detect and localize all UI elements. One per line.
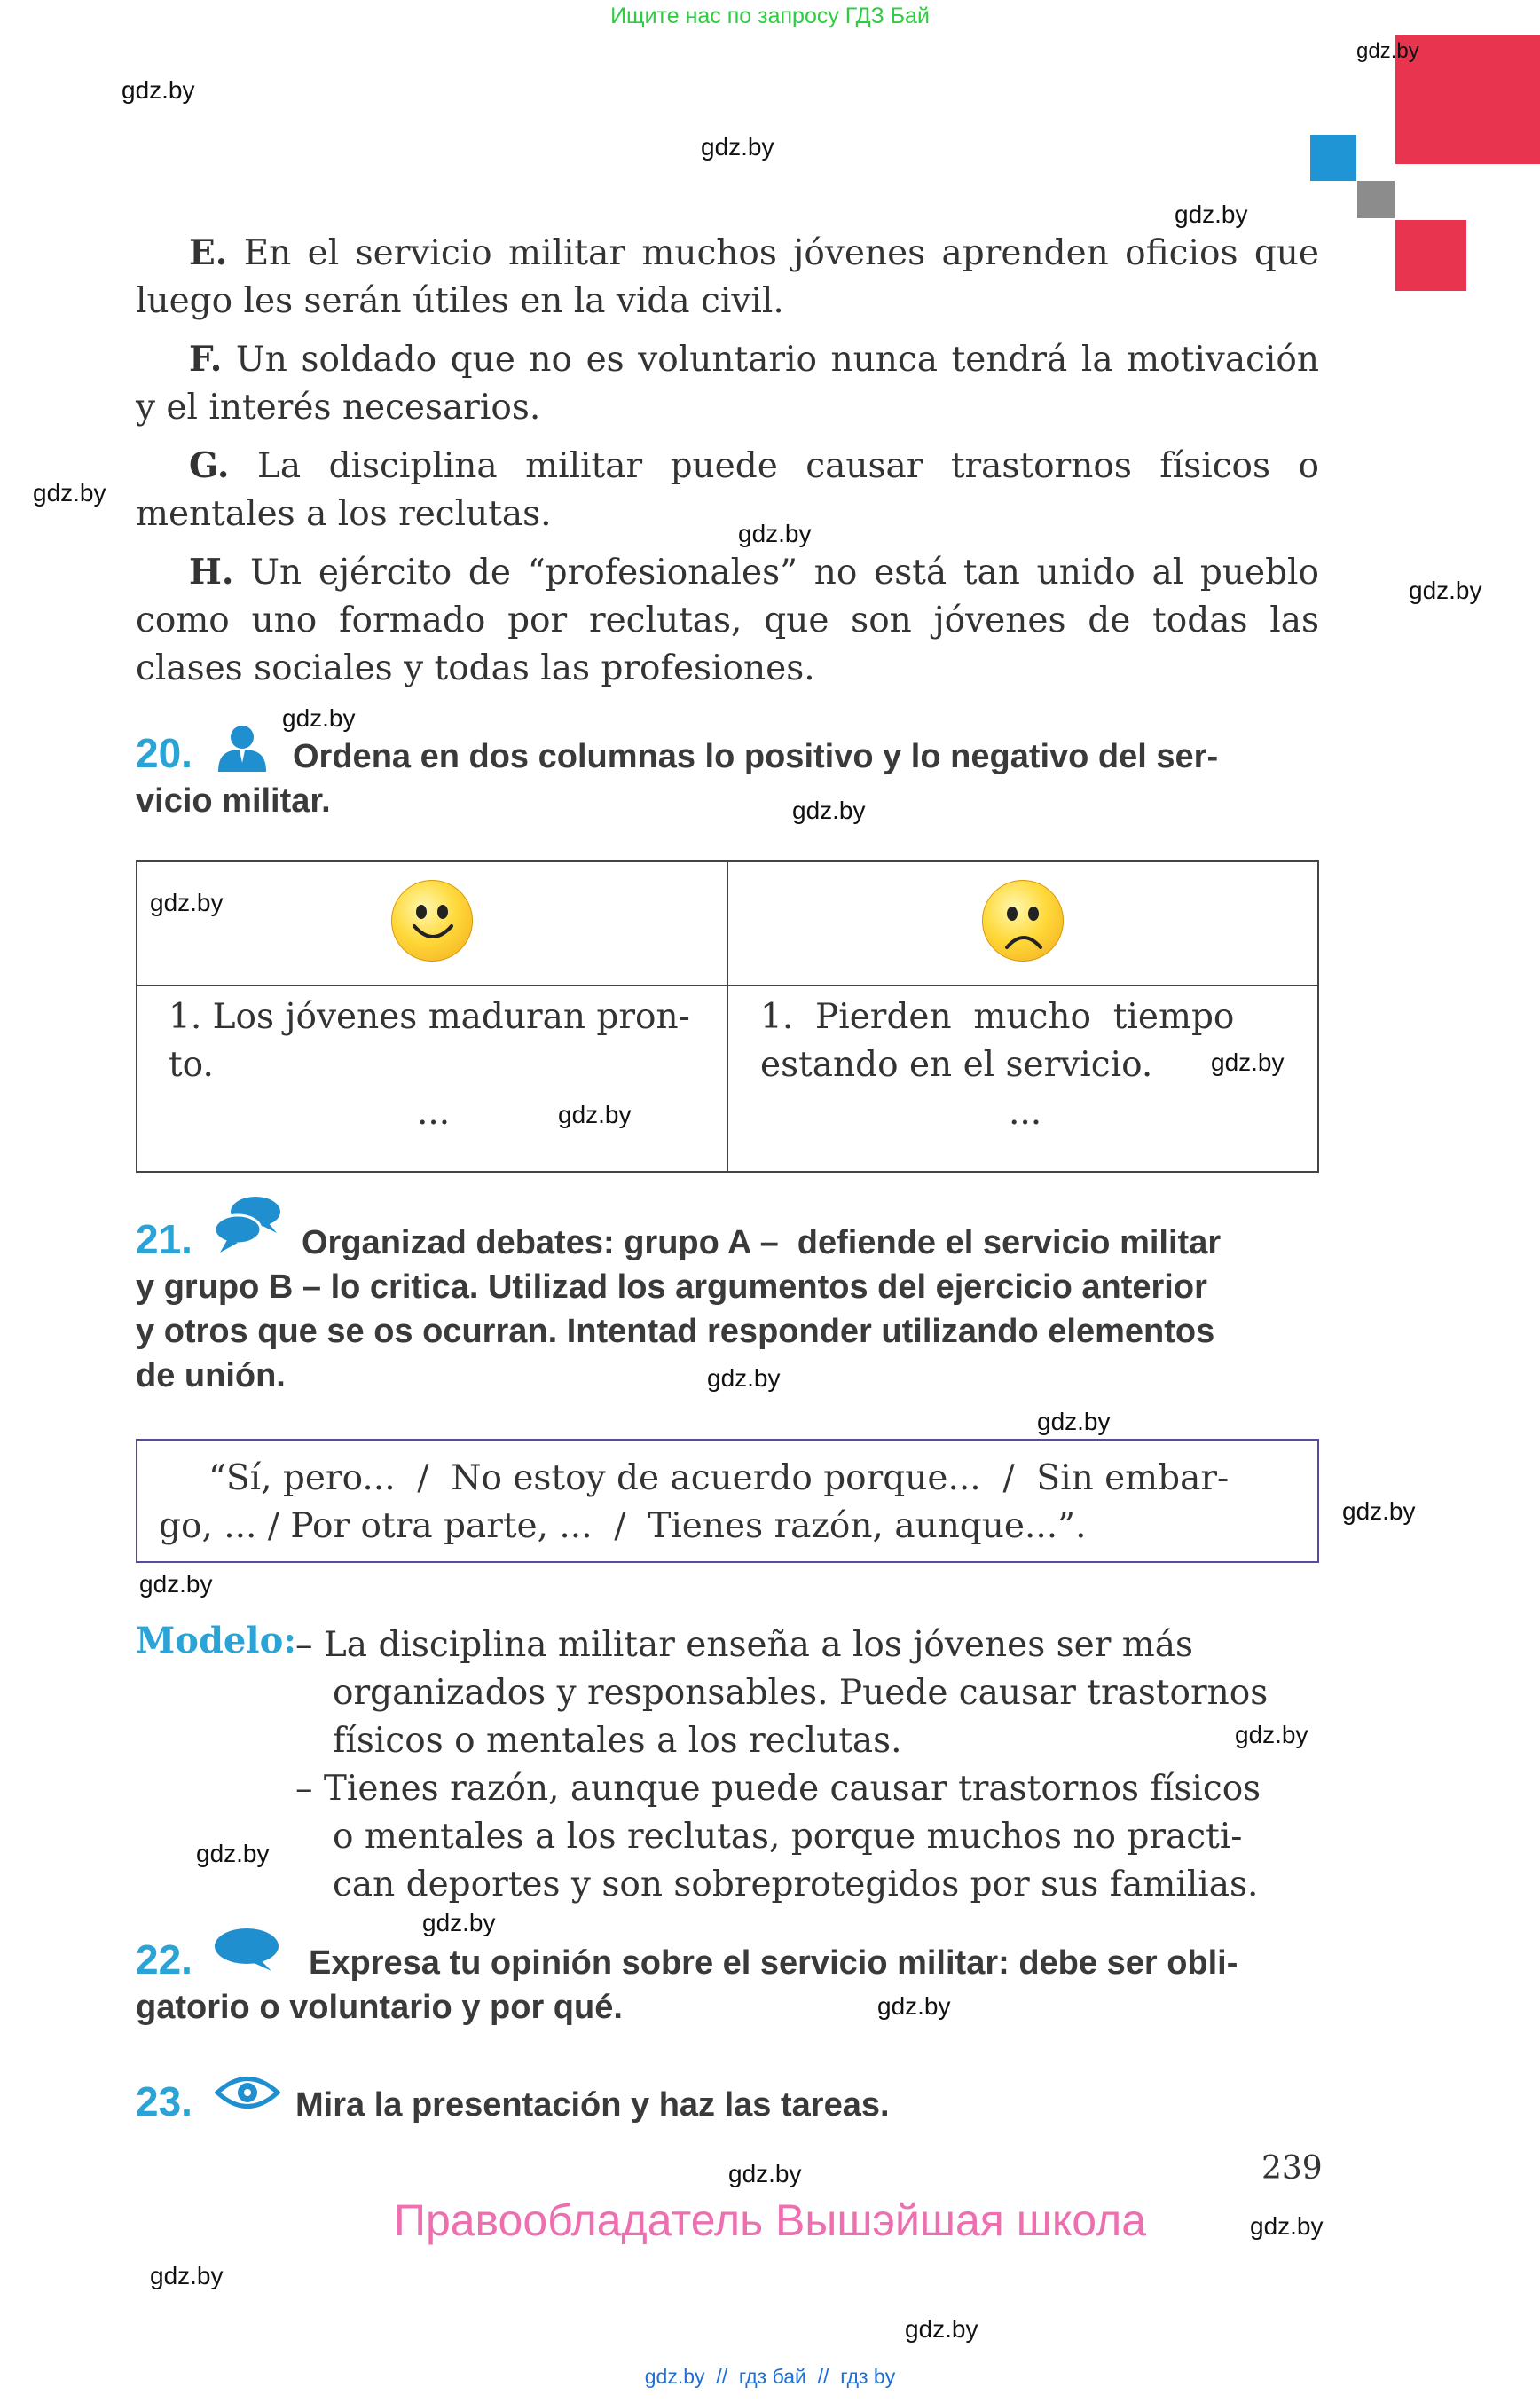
exercise-instruction: Mira la presentación y haz las tareas.: [295, 2086, 890, 2124]
negative-ellipsis: ...: [1009, 1093, 1042, 1133]
bottom-banner: gdz.by // гдз бай // гдз by: [644, 2365, 896, 2388]
statement-letter: H.: [189, 552, 234, 593]
exercise-instruction: y grupo B – lo critica. Utilizad los argumentos del ejercicio anterior: [136, 1268, 1207, 1306]
watermark: gdz.by: [150, 889, 224, 916]
watermark: gdz.by: [1356, 39, 1419, 63]
table-divider-horizontal: [138, 985, 1317, 986]
statement-letter: F.: [189, 339, 223, 380]
statement-text: Un ejército de “profesionales” no está tan unido al pueblo como uno formado por reclutas, que son jóvenes de todas las clases sociales y todas las profesiones.: [136, 553, 1319, 688]
statement-g: [136, 442, 1319, 538]
statement-text: En el servicio militar muchos jóvenes aprenden oficios que luego les serán útiles en la vida civil.: [136, 233, 1319, 321]
exercise-number: 23.: [136, 2078, 192, 2124]
sad-face-icon: [982, 880, 1064, 962]
watermark: gdz.by: [1342, 1497, 1416, 1525]
exercise-instruction: de unión.: [136, 1357, 286, 1394]
decor-red-square-small: [1395, 220, 1466, 291]
exercise-instruction: Expresa tu opinión sobre el servicio militar: debe ser obli-: [309, 1944, 1238, 1982]
top-banner: Ищите нас по запросу ГДЗ Бай: [610, 4, 930, 28]
watermark: gdz.by: [877, 1992, 951, 2020]
exercise-instruction: Organizad debates: grupo A – defiende el servicio militar: [302, 1224, 1222, 1261]
watermark: gdz.by: [728, 2160, 802, 2187]
watermark: gdz.by: [1175, 200, 1248, 228]
watermark: gdz.by: [282, 704, 356, 732]
speech-bubbles-icon: [213, 1194, 284, 1256]
decor-gray-square: [1357, 181, 1395, 218]
exercise-number: 20.: [136, 730, 192, 776]
watermark: gdz.by: [701, 133, 774, 161]
model-line: organizados y responsables. Puede causar trastornos: [333, 1673, 1269, 1713]
person-icon: [215, 724, 270, 772]
exercise-instruction: gatorio o voluntario y por qué.: [136, 1989, 623, 2026]
watermark: gdz.by: [558, 1101, 632, 1128]
watermark: gdz.by: [122, 76, 195, 104]
statement-text: Un soldado que no es voluntario nunca tendrá la motivación y el interés necesarios.: [136, 340, 1319, 428]
speech-bubble-icon: [213, 1927, 280, 1973]
linking-phrases-box: [136, 1439, 1319, 1563]
model-line: o mentales a los reclutas, porque muchos no practi-: [333, 1817, 1243, 1857]
decor-blue-square: [1310, 135, 1356, 181]
model-line: físicos o mentales a los reclutas.: [333, 1721, 902, 1761]
model-label: Modelo:: [136, 1620, 297, 1661]
watermark: gdz.by: [1235, 1721, 1308, 1748]
negative-item: 1. Pierden mucho tiempo: [760, 997, 1235, 1037]
watermark: gdz.by: [905, 2315, 978, 2343]
exercise-number: 21.: [136, 1216, 192, 1262]
model-line: – Tienes razón, aunque puede causar trastornos físicos: [295, 1769, 1261, 1809]
positive-item-cont: to.: [169, 1045, 214, 1085]
statement-e: [136, 229, 1319, 326]
pros-cons-table: [136, 860, 1319, 1173]
negative-item-cont: estando en el servicio.: [760, 1045, 1153, 1085]
watermark: gdz.by: [792, 797, 866, 824]
exercise-instruction: y otros que se os ocurran. Intentad responder utilizando elementos: [136, 1313, 1215, 1350]
watermark: gdz.by: [33, 479, 106, 507]
watermark: gdz.by: [196, 1840, 270, 1867]
watermark: gdz.by: [1037, 1408, 1111, 1435]
model-line: can deportes y son sobreprotegidos por sus familias.: [333, 1865, 1259, 1904]
exercise-number: 22.: [136, 1936, 192, 1983]
statement-text: La disciplina militar puede causar trastornos físicos o mentales a los reclutas.: [136, 446, 1319, 534]
watermark: gdz.by: [1409, 577, 1482, 604]
watermark: gdz.by: [422, 1909, 496, 1936]
watermark: gdz.by: [738, 520, 812, 547]
watermark: gdz.by: [1250, 2212, 1324, 2240]
exercise-instruction: vicio militar.: [136, 782, 331, 820]
positive-ellipsis: ...: [417, 1093, 451, 1133]
statement-f: [136, 335, 1319, 432]
watermark: gdz.by: [139, 1570, 213, 1598]
happy-face-icon: [391, 880, 473, 962]
page-number: 239: [1261, 2150, 1323, 2187]
copyright-notice: Правообладатель Вышэйшая школа: [394, 2195, 1146, 2245]
statement-h: [136, 548, 1319, 693]
exercise-instruction: Ordena en dos columnas lo positivo y lo negativo del ser-: [293, 738, 1219, 775]
statement-letter: E.: [189, 232, 228, 273]
eye-icon: [215, 2072, 280, 2113]
positive-item: 1. Los jóvenes maduran pron-: [169, 997, 690, 1037]
table-divider-vertical: [727, 862, 728, 1171]
watermark: gdz.by: [150, 2262, 224, 2289]
model-line: – La disciplina militar enseña a los jóvenes ser más: [295, 1625, 1194, 1665]
linking-phrases-line: “Sí, pero... / No estoy de acuerdo porque... / Sin embar-: [208, 1458, 1230, 1498]
watermark: gdz.by: [707, 1364, 781, 1392]
statement-letter: G.: [189, 445, 230, 486]
linking-phrases-line: go, ... / Por otra parte, ... / Tienes razón, aunque...”.: [159, 1506, 1087, 1546]
watermark: gdz.by: [1211, 1048, 1285, 1076]
